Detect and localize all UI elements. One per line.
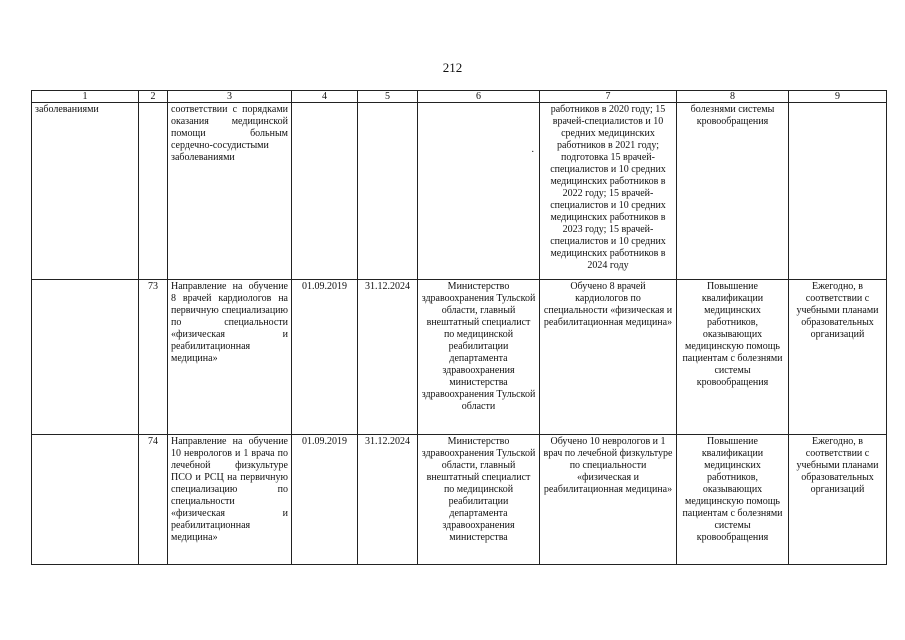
responsible-cell: Министерство здравоохранения Тульской области, главный внештатный специалист по медицинской реабилитации департамента здравоохранения министерства здравоохранения Тульской области xyxy=(418,280,540,435)
end-date-cell: 31.12.2024 xyxy=(358,435,418,565)
start-date-cell: 01.09.2019 xyxy=(292,435,358,565)
end-date-cell: 31.12.2024 xyxy=(358,280,418,435)
col-num-5: 5 xyxy=(358,91,418,103)
result-cell: Обучено 8 врачей кардиологов по специальности «физическая и реабилитационная медицина» xyxy=(540,280,677,435)
start-date-cell: 01.09.2019 xyxy=(292,280,358,435)
activity-cell: соответствии с порядками оказания медицинской помощи больным сердечно-сосудистыми заболеваниями xyxy=(168,103,292,280)
stray-mark: . xyxy=(531,144,534,155)
result-cell: работников в 2020 году; 15 врачей-специалистов и 10 средних медицинских работников в 2021 году; подготовка 15 врачей-специалистов и 10 средних медицинских работников в 2022 году; 15 врачей-специалистов и 10 средних медицинских работников в 2023 году; 15 врачей-специалистов и 10 средних медицинских работников в 2024 году xyxy=(540,103,677,280)
col-num-7: 7 xyxy=(540,91,677,103)
col-num-6: 6 xyxy=(418,91,540,103)
col-num-2: 2 xyxy=(139,91,168,103)
result-cell: Обучено 10 неврологов и 1 врач по лечебной физкультуре по специальности «физическая и реабилитационная медицина» xyxy=(540,435,677,565)
activity-cell: Направление на обучение 8 врачей кардиологов на первичную специализацию по специальности «физическая и реабилитационная медицина» xyxy=(168,280,292,435)
col-num-3: 3 xyxy=(168,91,292,103)
indicator-cell: болезнями системы кровообращения xyxy=(677,103,789,280)
column-number-row xyxy=(32,91,887,103)
row-number-cell xyxy=(139,103,168,280)
table-row xyxy=(32,103,887,280)
activity-cell: Направление на обучение 10 неврологов и 1 врача по лечебной физкультуре ПСО и РСЦ на первичную специализацию по специальности «физическая и реабилитационная медицина» xyxy=(168,435,292,565)
row-section-cell xyxy=(32,280,139,435)
period-cell: Ежегодно, в соответствии с учебными планами образовательных организаций xyxy=(789,435,887,565)
row-number-cell: 73 xyxy=(139,280,168,435)
period-cell xyxy=(789,103,887,280)
start-date-cell xyxy=(292,103,358,280)
responsible-cell: Министерство здравоохранения Тульской области, главный внештатный специалист по медицинской реабилитации департамента здравоохранения министерства xyxy=(418,435,540,565)
indicator-cell: Повышение квалификации медицинских работников, оказывающих медицинскую помощь пациентам с болезнями системы кровообращения xyxy=(677,435,789,565)
indicator-cell: Повышение квалификации медицинских работников, оказывающих медицинскую помощь пациентам с болезнями системы кровообращения xyxy=(677,280,789,435)
row-number-cell: 74 xyxy=(139,435,168,565)
plan-table xyxy=(31,90,887,565)
table-row xyxy=(32,280,887,435)
page-number: 212 xyxy=(442,60,463,75)
col-num-1: 1 xyxy=(32,91,139,103)
responsible-cell xyxy=(418,103,540,280)
end-date-cell xyxy=(358,103,418,280)
col-num-9: 9 xyxy=(789,91,887,103)
col-num-4: 4 xyxy=(292,91,358,103)
table-row xyxy=(32,435,887,565)
period-cell: Ежегодно, в соответствии с учебными планами образовательных организаций xyxy=(789,280,887,435)
row-section-cell: заболеваниями xyxy=(32,103,139,280)
col-num-8: 8 xyxy=(677,91,789,103)
row-section-cell xyxy=(32,435,139,565)
